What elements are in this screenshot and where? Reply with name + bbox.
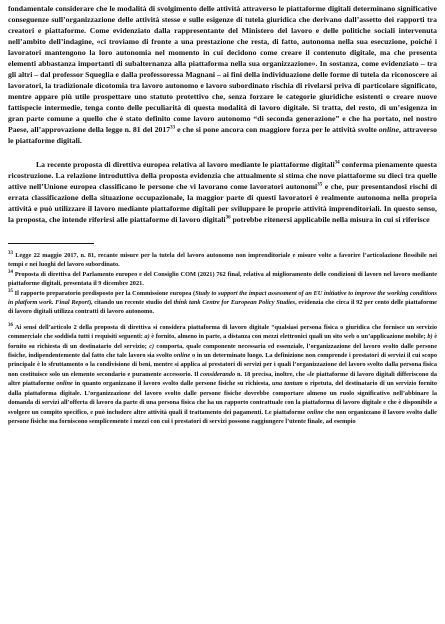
paragraph-text: potrebbe ritenersi applicabile nella misura in cui si riferisce <box>230 215 430 224</box>
paragraph-text: e che si pone ancora con maggiore forza per le attività svolte <box>175 125 379 134</box>
footnote-33 <box>8 251 437 270</box>
paragraph-text: , attraverso le piattaforme digitali. <box>8 125 437 145</box>
italic-term: online <box>56 380 73 388</box>
italic-term: online <box>173 352 191 360</box>
italic-term: online <box>378 125 400 134</box>
footnote-number: 36 <box>8 322 13 328</box>
list-marker: c) <box>149 342 155 350</box>
footnote-separator <box>8 243 94 244</box>
study-title: Study to support the impact assessment of an EU initiative to improve the working conditions in platform work. Final Report <box>8 289 437 307</box>
footnote-number: 34 <box>8 269 13 275</box>
paragraph-text: conferma pienamente questa ricostruzione. La relazione introduttiva della proposta evidenzia che attualmente si stima che nove piattaforme su dieci tra quelle attive nell’Unione europea classificano le persone che vi lavorano come lavoratori autonomi <box>8 160 438 191</box>
footnote-ref-34[interactable]: 34 <box>334 160 340 166</box>
body-paragraph-1 <box>8 3 437 146</box>
footnote-text: è fornito, almeno in parte, a distanza con mezzi elettronici quali un sito web o un’applicazione mobile; <box>149 333 428 341</box>
footnote-34 <box>8 270 437 289</box>
footnote-text: Ai sensi dell’articolo 2 della proposta di direttiva si considera piattaforma di lavoro digitale “qualsiasi persona fisica o giuridica che fornisce un servizio commerciale che soddisfa tutti i requisiti seguenti: <box>8 323 437 341</box>
footnote-text: che non organizzano il lavoro svolto dalle persone fisiche ma forniscono semplicemente i mezzi con cui i prestatori di servizi possono raggiungere l’utente finale, ad esempio <box>8 408 437 425</box>
footnote-text: ), citando un recente studio del <box>88 299 174 307</box>
italic-term: considerando <box>200 370 236 378</box>
footnote-ref-35[interactable]: 35 <box>317 182 323 188</box>
footnote-text: o ripetuta, del destinatario di un servizio fornito dalla piattaforma digitale. L’organizzazione del lavoro svolto dalle persone fisiche dovrebbe comportare almeno un ruolo significativo nell’abbinare la domanda di servizi all’offerta di lavoro da parte di una persona fisica che ha un rapporto contrattuale con la piattaforma di lavoro digitale e che è disponibile a svolgere un compito specifico, e può includere altre attività quali il trattamento dei pagamenti. Le piattaforme <box>8 380 437 416</box>
footnote-text: Il rapporto preparatorio predisposto per la Commissione europea ( <box>13 289 196 297</box>
footnote-ref-36[interactable]: 36 <box>225 215 231 221</box>
italic-term: una tantum <box>272 380 303 388</box>
footnote-text: in quanto organizzano il lavoro svolto dalle persone fisiche su richiesta, <box>72 380 273 388</box>
footnote-number: 35 <box>8 288 13 294</box>
footnote-35 <box>8 289 437 317</box>
footnote-text: Proposta di direttiva del Parlamento europeo e del Consiglio COM (2021) 762 final, relativa al miglioramento delle condizioni di lavoro nel lavoro mediante piattaforme digitali, presentata il 9 dicembre 2021. <box>8 270 437 288</box>
list-marker: b) <box>427 333 433 341</box>
paragraph-text: La recente proposta di direttiva europea relativa al lavoro mediante le piattaforme digitali <box>36 160 335 169</box>
list-marker: a) <box>144 333 150 341</box>
footnote-text: è fornito su richiesta di un destinatario del servizio; <box>8 333 437 350</box>
italic-term: online <box>306 408 324 416</box>
footnote-text: n. 18 precisa, inoltre, che «le piattaforme di lavoro digitali differiscono da altre piattaforme <box>8 370 437 388</box>
footnote-text: , evidenzia che circa il 92 per cento delle piattaforme di lavoro digitali utilizza contratti di lavoro autonomo. <box>8 299 437 316</box>
think-tank-name: think tank Centre for European Policy Studies <box>173 299 296 307</box>
footnote-36 <box>8 323 437 426</box>
footnote-ref-33[interactable]: 33 <box>170 125 176 131</box>
footnote-text: o in un determinato luogo. La definizione non comprende i prestatori di servizi il cui scopo principale è lo sfruttamento o la condivisione di beni, mentre si applica ai prestatori di servizi per i quali l’organizzazione del lavoro svolto dalla persona fisica non costituisce solo un elemento secondario e puramente accessorio. Il <box>8 352 437 378</box>
paragraph-text: e che, pur presentandosi rischi di errata classificazione della situazione occupazionale, la maggior parte di questi lavoratori è realmente autonoma nella propria attività e può utilizzare il lavoro mediante piattaforme digitali per sviluppare le proprie attività imprenditoriali. In questo senso, la proposta, che intende riferirsi alle piattaforme di lavoro digitali <box>8 182 437 224</box>
paragraph-text: fondamentale considerare che le modalità di svolgimento delle attività attraverso le piattaforme digitali determinano significative conseguenze sull’organizzazione delle attività stesse e sulle esigenze di tutela giuridica che derivano dall’assetto dei rapporti tra creatori e piattaforme. Come evidenziato dalla rappresentante del Ministero del lavoro e delle politiche sociali intervenuta nell’ambito dell’indagine, «ci troviamo di fronte a una prestazione che resta, di fatto, autonoma nella sua esecuzione, poiché i lavoratori mantengono la loro autonomia nel momento in cui decidono come creare il contenuto digitale, ma che presenta elementi abbastanza importanti di subalternanza alla piattaforma nella sua organizzazione». In sostanza, come evidenziato – tra gli altri – dal professor Squeglia e dalla professoressa Magnani – ai fini della individuazione delle forme di tutela da riconoscere ai lavoratori, la tradizionale dicotomia tra lavoro autonomo e lavoro subordinato rischia di rivelarsi priva di particolare significato, mentre appare più utile prospettare uno statuto protettivo che, senza forzare le categorie giuridiche esistenti o creare nuove fattispecie intermedie, tenga conto delle peculiarità di questa modalità di lavoro digitale. Si tratta, del resto, di un’esigenza in gran parte comune a quello che è stato definito come lavoro autonomo “di seconda generazione” e che ha portato, nel nostro Paese, all’approvazione della legge n. 81 del 2017 <box>8 4 437 134</box>
footnote-text: comporta, quale componente necessaria ed essenziale, l’organizzazione del lavoro svolto dalle persone fisiche, indipendentemente dal fatto che tale lavoro sia svolto <box>8 342 437 360</box>
footnote-text: Legge 22 maggio 2017, n. 81, recante misure per la tutela del lavoro autonomo non imprenditoriale e misure volte a favorire l’articolazione flessibile nei tempi e nei luoghi del lavoro subordinato. <box>8 252 437 269</box>
footnote-number: 33 <box>8 250 13 256</box>
body-paragraph-2 <box>8 159 437 225</box>
